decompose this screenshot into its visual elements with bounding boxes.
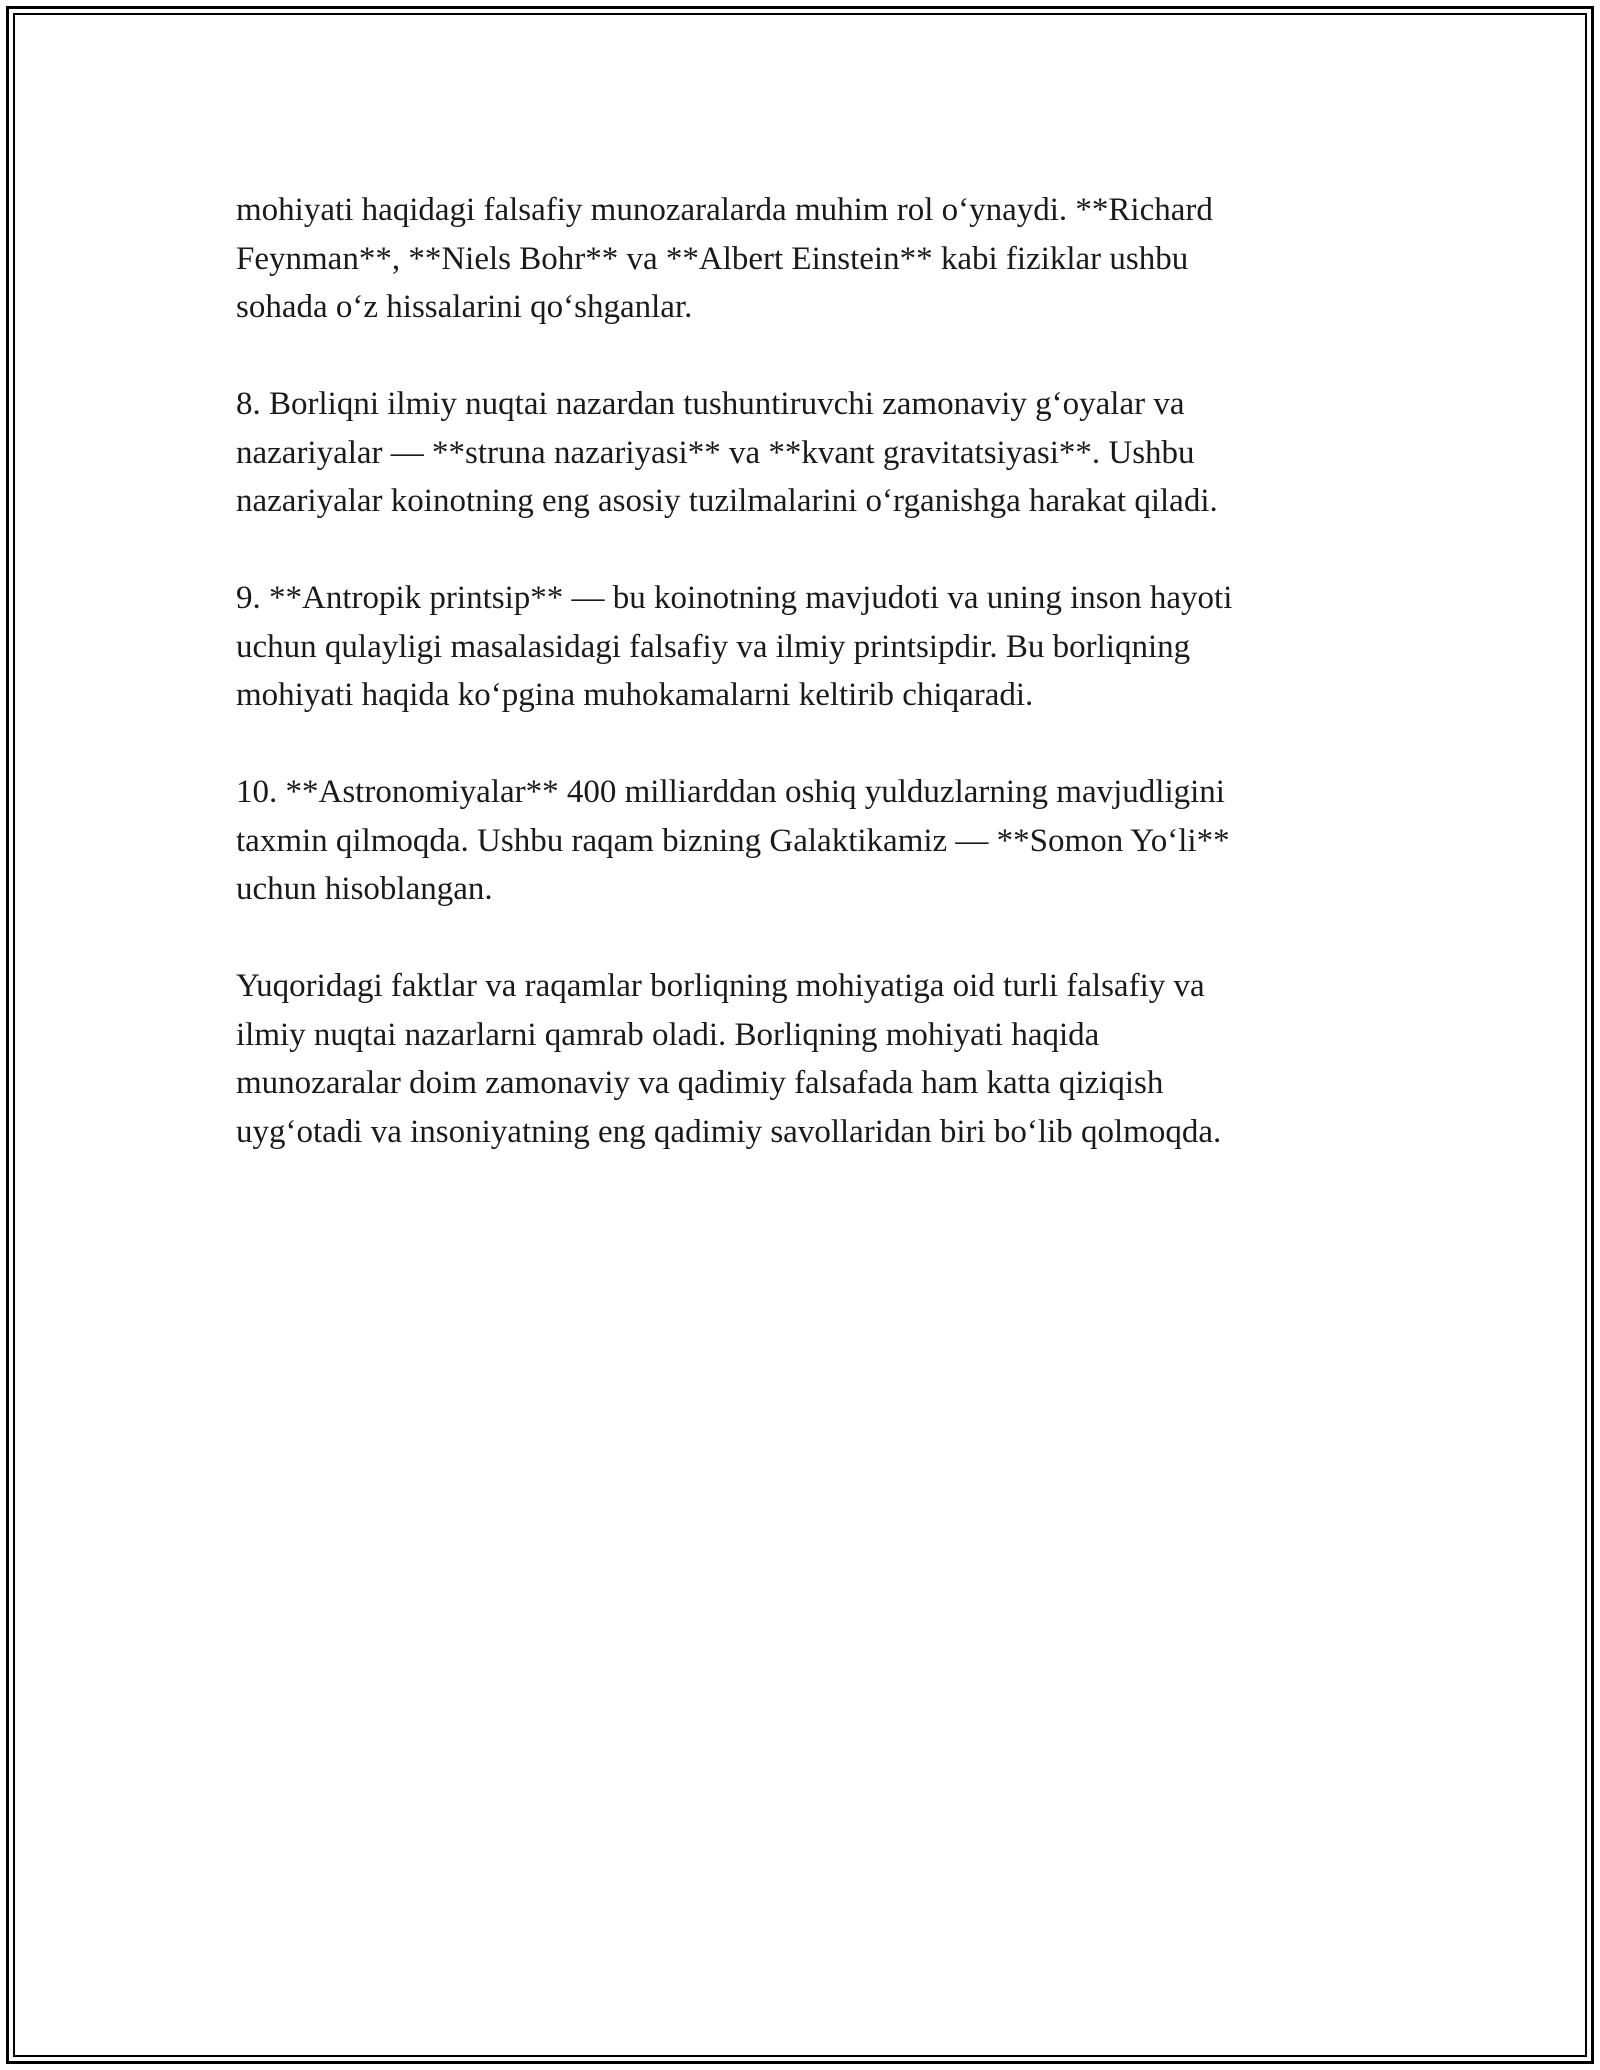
paragraph-item-8: 8. Borliqni ilmiy nuqtai nazardan tushuntiruvchi zamonaviy g‘oyalar va nazariyalar — **struna nazariyasi** va **kvant gravitatsiyasi**. Ushbu nazariyalar koinotning eng asosiy tuzilmalarini o‘rganishga harakat qiladi. bbox=[236, 386, 1218, 519]
paragraph-item-10: 10. **Astronomiyalar** 400 milliarddan oshiq yulduzlarning mavjudligini taxmin qilmoqda. Ushbu raqam bizning Galaktikamiz — **Somon Yo‘li** uchun hisoblangan. bbox=[236, 774, 1230, 907]
document-body bbox=[236, 186, 1366, 1205]
paragraph-conclusion: Yuqoridagi faktlar va raqamlar borliqning mohiyatiga oid turli falsafiy va ilmiy nuqtai nazarlarni qamrab oladi. Borliqning mohiyati haqida munozaralar doim zamonaviy va qadimiy falsafada ham katta qiziqish uyg‘otadi va insoniyatning eng qadimiy savollaridan biri bo‘lib qolmoqda. bbox=[236, 968, 1222, 1150]
paragraph-item-9: 9. **Antropik printsip** — bu koinotning mavjudoti va uning inson hayoti uchun qulayligi masalasidagi falsafiy va ilmiy printsipdir. Bu borliqning mohiyati haqida ko‘pgina muhokamalarni keltirib chiqaradi. bbox=[236, 580, 1233, 713]
paragraph-physicists: mohiyati haqidagi falsafiy munozaralarda muhim rol o‘ynaydi. **Richard Feynman**, **Niels Bohr** va **Albert Einstein** kabi fiziklar ushbu sohada o‘z hissalarini qo‘shganlar. bbox=[236, 192, 1213, 325]
